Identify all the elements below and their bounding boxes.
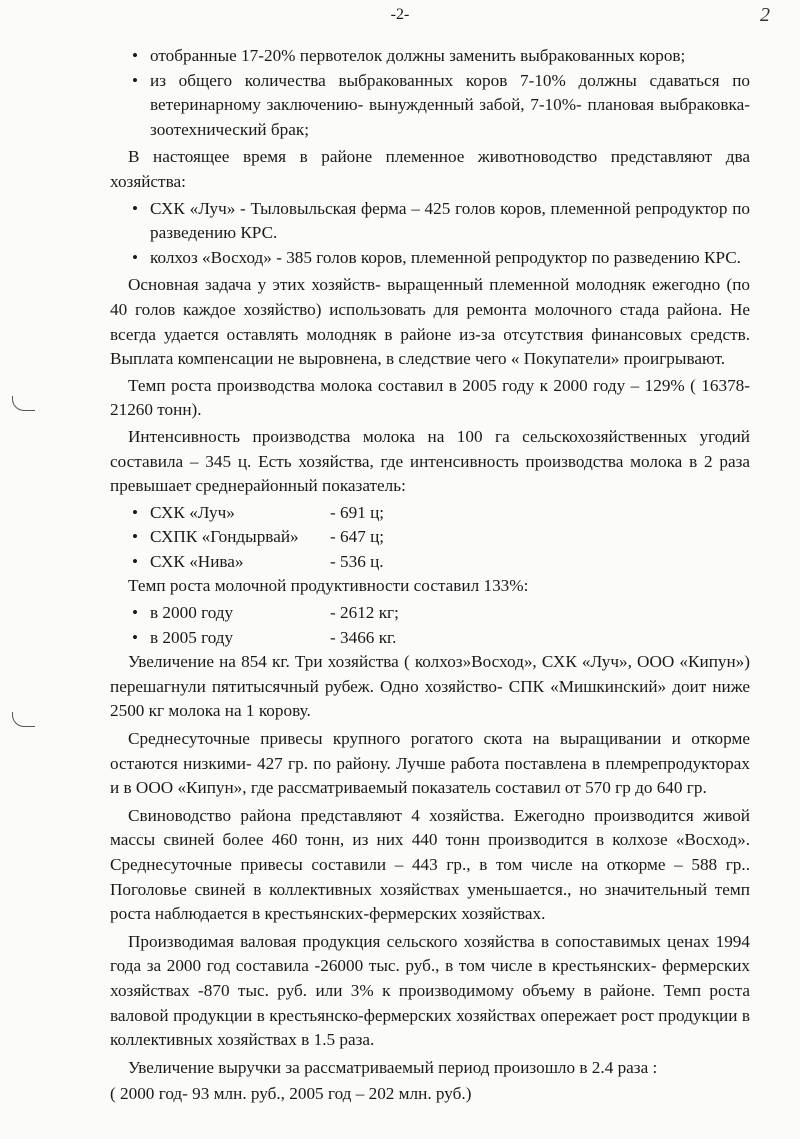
- document-body: [110, 44, 750, 1109]
- year-label: • в 2000 году: [150, 603, 234, 623]
- bullet-list-culling: [110, 44, 750, 142]
- year-value: - 2612 кг;: [330, 603, 399, 623]
- bullet-list-breeding-farms: [110, 197, 750, 271]
- paragraph: Темп роста молочной продуктивности составил 133%:: [128, 576, 529, 596]
- list-item: [110, 601, 750, 626]
- list-item: [110, 626, 750, 651]
- paragraph: Среднесуточные привесы крупного рогатого скота на выращивании и откорме остаются низкими- 427 гр. по району. Лучше работа поставлена в племрепродукторах и в ООО «Кипун», где рассматриваемый показатель составил от 570 гр до 640 гр.: [110, 729, 750, 798]
- farm-value: - 647 ц;: [330, 527, 385, 547]
- list-item: • отобранные 17-20% первотелок должны заменить выбракованных коров;: [110, 44, 750, 69]
- paragraph: В настоящее время в районе племенное животноводство представляют два хозяйства:: [110, 147, 750, 191]
- handwritten-page-mark: 2: [760, 4, 770, 26]
- paragraph: Увеличение на 854 кг. Три хозяйства ( колхоз»Восход», СХК «Луч», ООО «Кипун») перешагнули пятитысячный рубеж. Одно хозяйство- СПК «Мишкинский» доит ниже 2500 кг молока на 1 корову.: [110, 652, 750, 721]
- paragraph: Производимая валовая продукция сельского хозяйства в сопоставимых ценах 1994 года за 2000 год составила -26000 тыс. руб., в том числе в крестьянских- фермерских хозяйствах -870 тыс. руб. или 3% к производимому объему в районе. Темп роста валовой продукции в крестьянско-фермерских хозяйствах опережает рост продукции в коллективных хозяйствах в 1.5 раза.: [110, 931, 750, 1050]
- farm-value: - 691 ц;: [330, 502, 385, 522]
- list-item: • колхоз «Восход» - 385 голов коров, племенной репродуктор по разведению КРС.: [110, 246, 750, 271]
- year-value: - 3466 кг.: [330, 627, 397, 647]
- list-item: • СХК «Луч» - Тыловыльская ферма – 425 голов коров, племенной репродуктор по разведению КРС.: [110, 197, 750, 246]
- margin-pencil-mark: [12, 396, 35, 411]
- list-item: [110, 525, 750, 550]
- paragraph: ( 2000 год- 93 млн. руб., 2005 год – 202 млн. руб.): [110, 1084, 472, 1104]
- list-item: [110, 550, 750, 575]
- farm-value: - 536 ц.: [330, 551, 384, 571]
- farm-name: • СХК «Нива»: [150, 551, 244, 571]
- paragraph: Свиноводство района представляют 4 хозяйства. Ежегодно производится живой массы свиней более 460 тонн, из них 440 тонн производится в колхозе «Восход». Среднесуточные привесы составили – 443 гр., в том числе на откорме – 588 гр.. Поголовье свиней в коллективных хозяйствах уменьшается., но значительный темп роста наблюдается в крестьянских-фермерских хозяйствах.: [110, 805, 750, 924]
- list-item: [110, 501, 750, 526]
- paragraph: Интенсивность производства молока на 100 га сельскохозяйственных угодий составила – 345 ц. Есть хозяйства, где интенсивность производства молока в 2 раза превышает среднерайонный показатель:: [110, 426, 750, 496]
- farm-intensity-list: [110, 501, 750, 575]
- farm-name: • СХК «Луч»: [150, 502, 235, 522]
- paragraph: Темп роста производства молока составил в 2005 году к 2000 году – 129% ( 16378-21260 тонн).: [110, 375, 750, 420]
- year-label: • в 2005 году: [150, 627, 234, 647]
- paragraph: Увеличение выручки за рассматриваемый период произошло в 2.4 раза :: [128, 1057, 658, 1077]
- farm-name: • СХПК «Гондырвай»: [150, 527, 299, 547]
- paragraph: Основная задача у этих хозяйств- выращенный племенной молодняк ежегодно (по 40 голов каждое хозяйство) использовать для ремонта молочного стада района. Не всегда удается оставлять молодняк в районе из-за отсутствия финансовых средств. Выплата компенсации не выровнена, в следствие чего « Покупатели» проигрывают.: [110, 275, 750, 369]
- margin-pencil-mark: [12, 712, 35, 727]
- list-item: • из общего количества выбракованных коров 7-10% должны сдаваться по ветеринарному заключению- вынужденный забой, 7-10%- плановая выбраковка- зоотехнический брак;: [110, 69, 750, 143]
- yield-by-year-list: [110, 601, 750, 650]
- page-number: -2-: [390, 6, 410, 23]
